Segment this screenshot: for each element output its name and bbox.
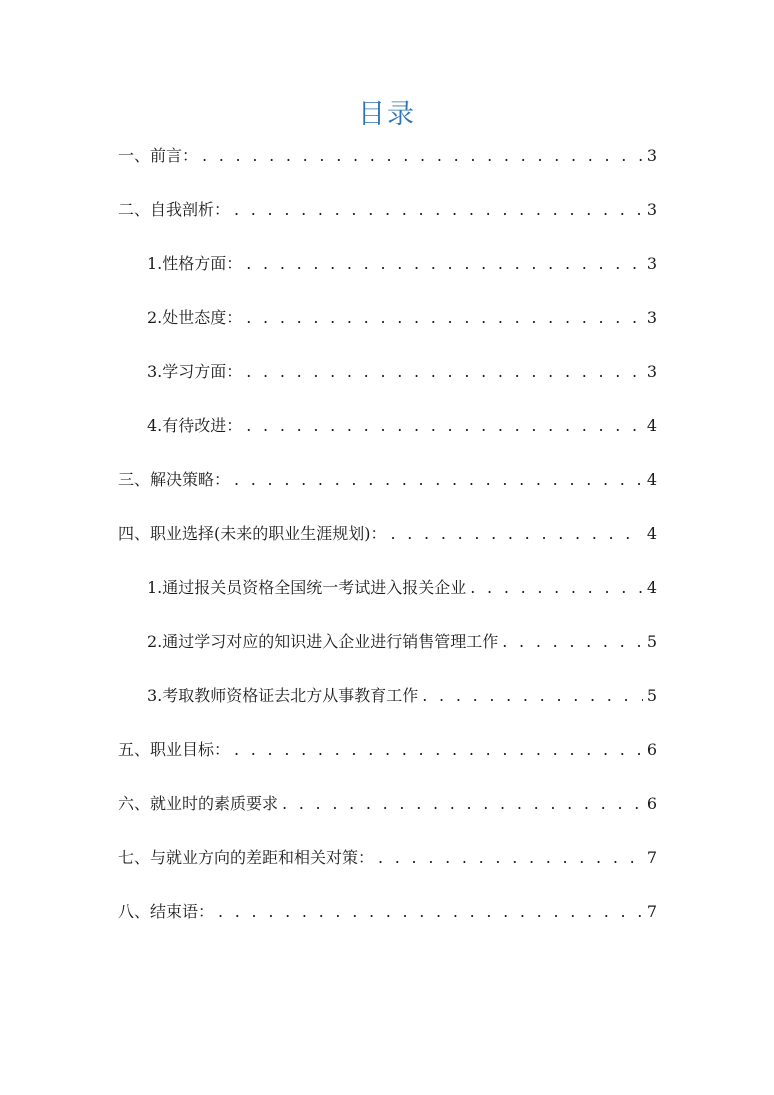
toc-dot-leader xyxy=(282,789,643,819)
toc-dot-leader xyxy=(202,141,643,171)
toc-dot-leader xyxy=(246,303,643,333)
toc-entry-label: 八、结束语： xyxy=(118,902,215,921)
toc-subentry[interactable] xyxy=(118,573,657,627)
toc-entry-label: 4.有待改进： xyxy=(147,416,243,435)
toc-subentry[interactable] xyxy=(118,681,657,735)
toc-page-number: 7 xyxy=(646,848,657,867)
toc-entry[interactable] xyxy=(118,519,657,573)
toc-entry-label: 七、与就业方向的差距和相关对策： xyxy=(118,848,375,867)
toc-dot-leader xyxy=(378,843,643,873)
toc-subentry[interactable] xyxy=(118,627,657,681)
toc-dot-leader xyxy=(470,573,643,603)
toc-entry-label: 2.通过学习对应的知识进入企业进行销售管理工作 xyxy=(147,632,499,651)
toc-page-number: 5 xyxy=(646,632,657,651)
toc-dot-leader xyxy=(502,627,643,657)
toc-entry[interactable] xyxy=(118,465,657,519)
toc-page-number: 6 xyxy=(646,740,657,759)
toc-title: 目录 xyxy=(358,99,416,130)
toc-entry[interactable] xyxy=(118,195,657,249)
toc-dot-leader xyxy=(246,249,643,279)
toc-dot-leader xyxy=(422,681,643,711)
toc-entry[interactable] xyxy=(118,843,657,897)
toc-page-number: 5 xyxy=(646,686,657,705)
toc-page-number: 6 xyxy=(646,794,657,813)
toc-page-number: 4 xyxy=(646,524,657,543)
toc-entry-label: 3.学习方面： xyxy=(147,362,243,381)
toc-page-number: 3 xyxy=(646,200,657,219)
toc-entry-label: 四、职业选择(未来的职业生涯规划)： xyxy=(118,524,387,543)
toc-entry[interactable] xyxy=(118,735,657,789)
toc-list xyxy=(118,141,657,951)
toc-entry-label: 1.性格方面： xyxy=(147,254,243,273)
toc-dot-leader xyxy=(246,411,643,441)
toc-dot-leader xyxy=(246,357,643,387)
toc-entry-label: 1.通过报关员资格全国统一考试进入报关企业 xyxy=(147,578,467,597)
toc-entry-label: 五、职业目标： xyxy=(118,740,231,759)
toc-subentry[interactable] xyxy=(118,249,657,303)
toc-entry[interactable] xyxy=(118,141,657,195)
toc-page-number: 7 xyxy=(646,902,657,921)
toc-entry-label: 2.处世态度： xyxy=(147,308,243,327)
toc-dot-leader xyxy=(234,465,643,495)
toc-page-number: 3 xyxy=(646,308,657,327)
toc-dot-leader xyxy=(391,519,643,549)
toc-page-number: 4 xyxy=(646,578,657,597)
toc-subentry[interactable] xyxy=(118,411,657,465)
toc-entry[interactable] xyxy=(118,789,657,843)
toc-dot-leader xyxy=(234,195,643,225)
toc-page-number: 3 xyxy=(646,362,657,381)
toc-entry-label: 一、前言： xyxy=(118,146,199,165)
toc-entry-label: 六、就业时的素质要求 xyxy=(118,794,279,813)
toc-page-number: 4 xyxy=(646,416,657,435)
toc-page-number: 4 xyxy=(646,470,657,489)
toc-entry-label: 3.考取教师资格证去北方从事教育工作 xyxy=(147,686,419,705)
toc-dot-leader xyxy=(218,897,643,927)
toc-entry-label: 三、解决策略： xyxy=(118,470,231,489)
toc-entry[interactable] xyxy=(118,897,657,951)
toc-subentry[interactable] xyxy=(118,303,657,357)
toc-page-number: 3 xyxy=(646,146,657,165)
toc-entry-label: 二、自我剖析： xyxy=(118,200,231,219)
toc-subentry[interactable] xyxy=(118,357,657,411)
toc-dot-leader xyxy=(234,735,643,765)
toc-page-number: 3 xyxy=(646,254,657,273)
